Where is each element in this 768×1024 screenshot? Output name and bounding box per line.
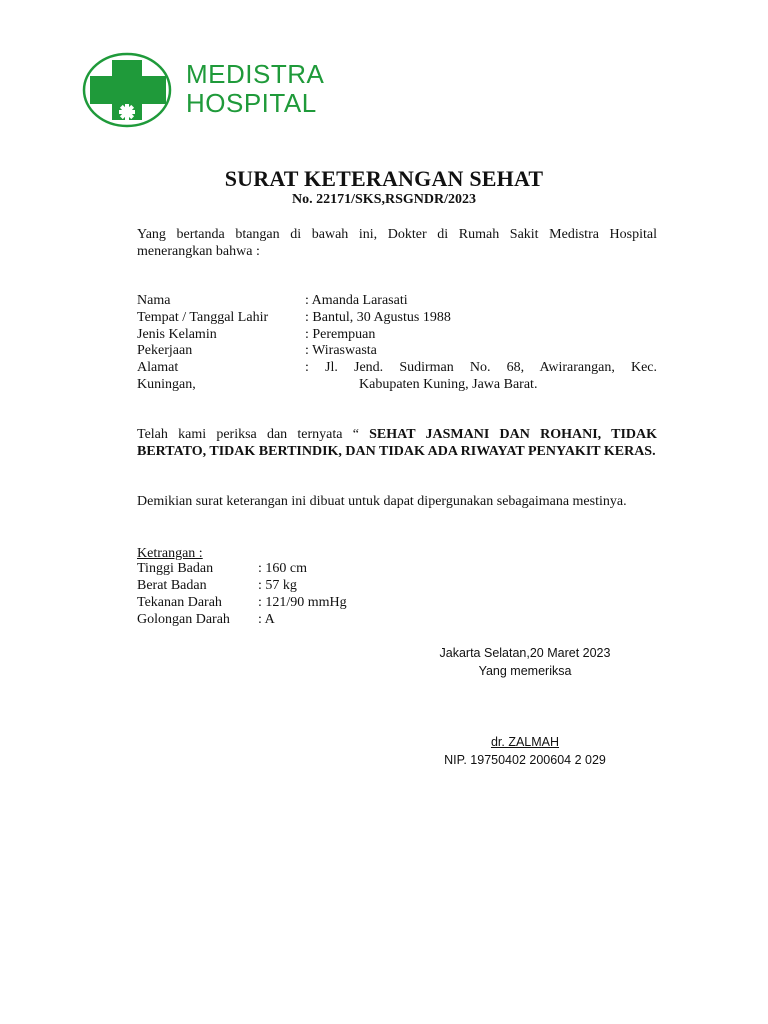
signatory-nip: NIP. 19750402 200604 2 029 (444, 753, 606, 767)
signature-role: Yang memeriksa (478, 664, 572, 678)
field-label: Golongan Darah (137, 612, 230, 627)
field-value: : A (258, 612, 275, 627)
identity-row-birth (137, 309, 657, 326)
notes-row-weight (137, 577, 437, 594)
field-value: : Amanda Larasati (305, 293, 408, 308)
signatory-name: dr. ZALMAH (490, 735, 560, 749)
field-value: : 121/90 mmHg (258, 595, 347, 610)
field-value: : 160 cm (258, 561, 307, 576)
identity-row-occupation (137, 342, 657, 359)
identity-row-name (137, 292, 657, 309)
hospital-logo (82, 52, 352, 128)
field-label: Tekanan Darah (137, 595, 222, 610)
address-line-2-end: Kabupaten Kuning, Jawa Barat. (359, 377, 538, 392)
address-line-1: : Jl. Jend. Sudirman No. 68, Awirarangan, Kec. (305, 360, 657, 375)
field-label: Tinggi Badan (137, 561, 214, 576)
notes-row-blood-type (137, 611, 437, 628)
logo-line-2: HOSPITAL (186, 88, 317, 118)
field-label: Tempat / Tanggal Lahir (137, 310, 269, 325)
field-label: Nama (137, 293, 171, 308)
identity-row-address (137, 359, 657, 393)
logo-wordmark (186, 60, 324, 118)
field-value: : Perempuan (305, 327, 376, 342)
document-number: No. 22171/SKS,RSGNDR/2023 (292, 192, 476, 207)
address-line-2-start: Kuningan, (137, 377, 196, 392)
field-value: : Bantul, 30 Agustus 1988 (305, 310, 451, 325)
document-title: SURAT KETERANGAN SEHAT (224, 166, 544, 191)
notes-row-blood-pressure (137, 594, 437, 611)
examination-result: SEHAT JASMANI DAN ROHANI, TIDAK BERTATO, TIDAK BERTINDIK, DAN TIDAK ADA RIWAYAT PENYAKIT KERAS. (137, 427, 657, 459)
signature-place-date: Jakarta Selatan,20 Maret 2023 (439, 646, 611, 660)
examination-prefix: Telah kami periksa dan ternyata “ (137, 427, 370, 442)
field-value: : 57 kg (258, 578, 297, 593)
field-label: Jenis Kelamin (137, 327, 217, 342)
identity-row-gender (137, 326, 657, 343)
logo-line-1: MEDISTRA (186, 59, 325, 89)
closing-paragraph: Demikian surat keterangan ini dibuat untuk dapat dipergunakan sebagaimana mestinya. (137, 494, 627, 509)
intro-paragraph: Yang bertanda btangan di bawah ini, Dokter di Rumah Sakit Medistra Hospital menerangkan bahwa : (137, 227, 657, 259)
examination-paragraph (137, 426, 657, 460)
field-label: Alamat (137, 360, 179, 375)
field-value: : Wiraswasta (305, 343, 377, 358)
notes-heading: Ketrangan : (137, 546, 203, 561)
field-label: Pekerjaan (137, 343, 193, 358)
notes-row-height (137, 560, 437, 577)
field-label: Berat Badan (137, 578, 207, 593)
medical-cross-icon (82, 52, 172, 128)
